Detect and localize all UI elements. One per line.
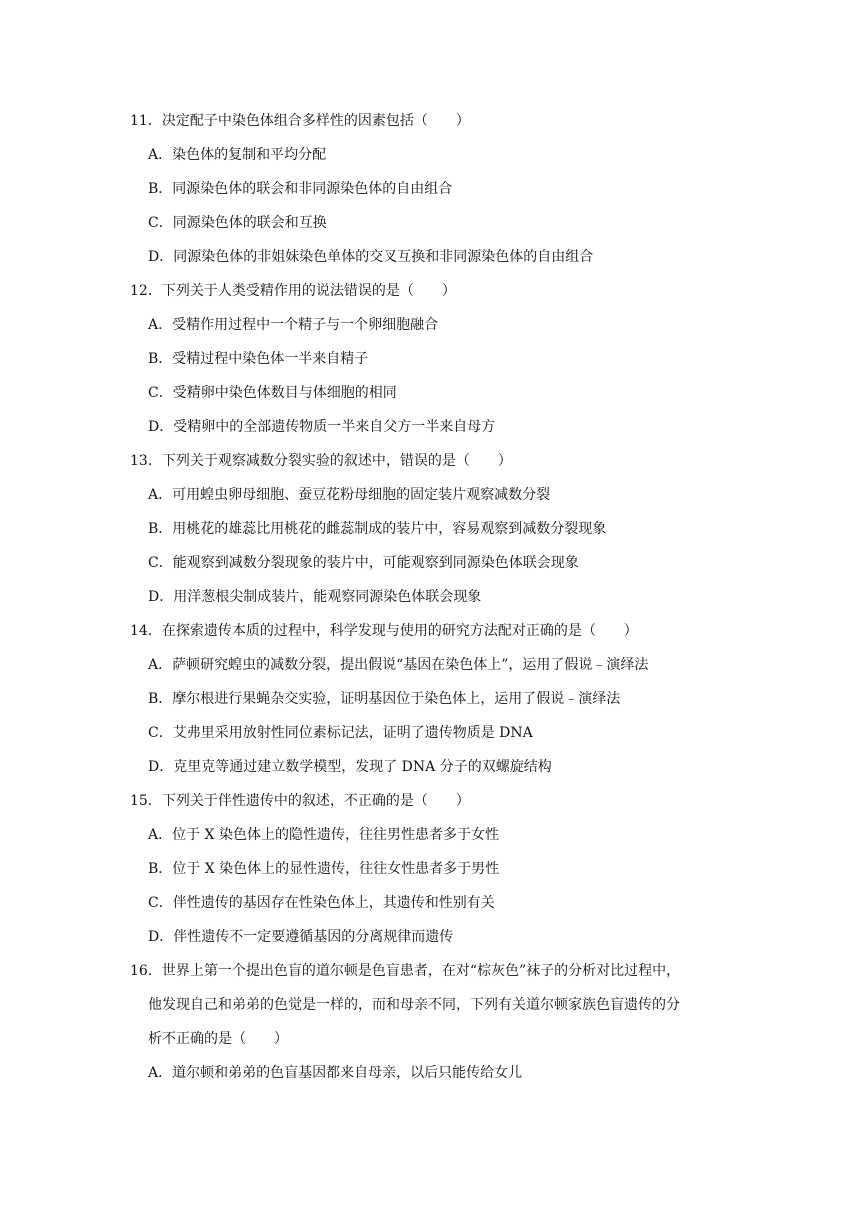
question-12-option-b: B．受精过程中染色体一半来自精子 (148, 351, 369, 367)
question-16-stem-line-3: 析不正确的是（ ） (148, 1031, 288, 1047)
question-13-option-c: C．能观察到减数分裂现象的装片中，可能观察到同源染色体联会现象 (148, 555, 579, 571)
question-15-option-b: B．位于 X 染色体上的显性遗传，往往女性患者多于男性 (148, 861, 500, 877)
question-11-option-b: B．同源染色体的联会和非同源染色体的自由组合 (148, 181, 453, 197)
question-13-option-d: D．用洋葱根尖制成装片，能观察同源染色体联会现象 (148, 589, 482, 605)
question-11-option-c: C．同源染色体的联会和互换 (148, 215, 327, 231)
question-13-option-b: B．用桃花的雄蕊比用桃花的雌蕊制成的装片中，容易观察到减数分裂现象 (148, 521, 607, 537)
question-15-option-a: A．位于 X 染色体上的隐性遗传，往往男性患者多于女性 (148, 827, 499, 843)
question-12-option-d: D．受精卵中的全部遗传物质一半来自父方一半来自母方 (148, 419, 496, 435)
question-14-stem: 14．在探索遗传本质的过程中，科学发现与使用的研究方法配对正确的是（ ） (130, 623, 638, 639)
question-12-option-a: A．受精作用过程中一个精子与一个卵细胞融合 (148, 317, 439, 333)
question-14-option-d: D．克里克等通过建立数学模型，发现了 DNA 分子的双螺旋结构 (148, 759, 552, 775)
question-14-option-a: A．萨顿研究蝗虫的减数分裂，提出假说“基因在染色体上”，运用了假说﹣演绎法 (148, 657, 649, 673)
question-12-stem: 12．下列关于人类受精作用的说法错误的是（ ） (130, 283, 456, 299)
question-16-stem-line-1: 16．世界上第一个提出色盲的道尔顿是色盲患者，在对“棕灰色”袜子的分析对比过程中， (130, 963, 681, 979)
question-16-option-a: A．道尔顿和弟弟的色盲基因都来自母亲，以后只能传给女儿 (148, 1065, 523, 1081)
question-13-stem: 13．下列关于观察减数分裂实验的叙述中，错误的是（ ） (130, 453, 512, 469)
question-11-stem: 11．决定配子中染色体组合多样性的因素包括（ ） (130, 113, 470, 129)
question-14-option-b: B．摩尔根进行果蝇杂交实验，证明基因位于染色体上，运用了假说﹣演绎法 (148, 691, 621, 707)
question-15-stem: 15．下列关于伴性遗传中的叙述，不正确的是（ ） (130, 793, 470, 809)
question-12-option-c: C．受精卵中染色体数目与体细胞的相同 (148, 385, 397, 401)
question-15-option-c: C．伴性遗传的基因存在性染色体上，其遗传和性别有关 (148, 895, 495, 911)
question-14-option-c: C．艾弗里采用放射性同位素标记法，证明了遗传物质是 DNA (148, 725, 533, 741)
question-11-option-d: D．同源染色体的非姐妹染色单体的交叉互换和非同源染色体的自由组合 (148, 249, 594, 265)
question-13-option-a: A．可用蝗虫卵母细胞、蚕豆花粉母细胞的固定装片观察减数分裂 (148, 487, 551, 503)
question-16-stem-line-2: 他发现自己和弟弟的色觉是一样的，而和母亲不同，下列有关道尔顿家族色盲遗传的分 (148, 997, 680, 1013)
question-11-option-a: A．染色体的复制和平均分配 (148, 147, 327, 163)
question-15-option-d: D．伴性遗传不一定要遵循基因的分离规律而遗传 (148, 929, 454, 945)
